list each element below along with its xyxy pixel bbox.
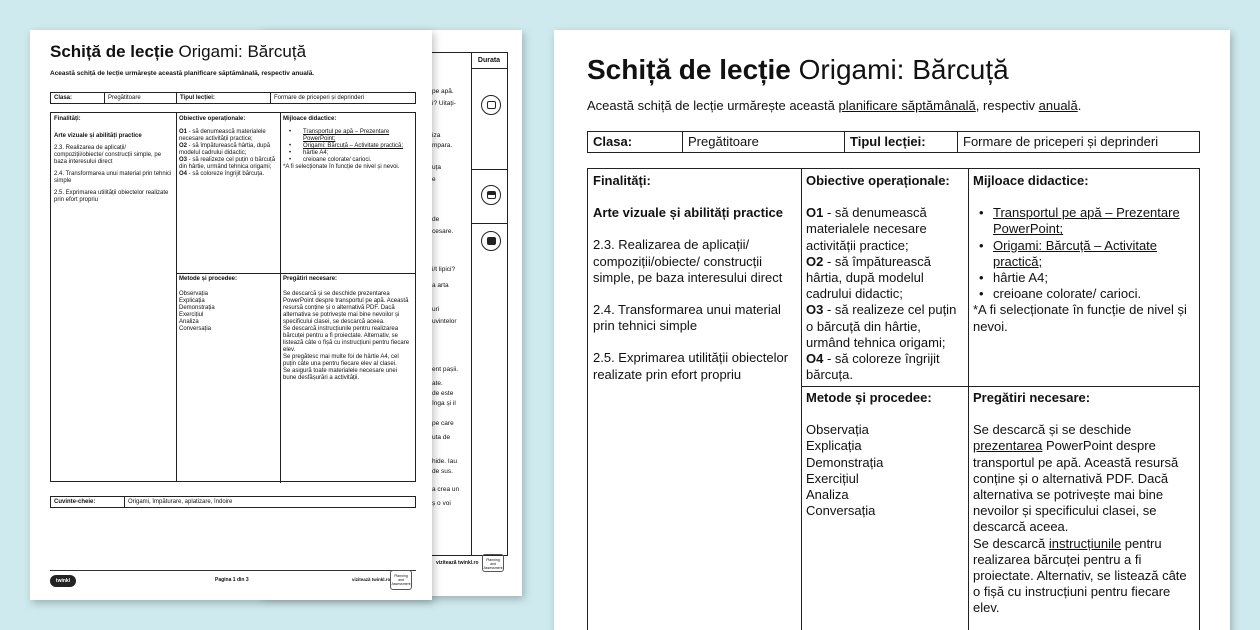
zoom-class-value: Pregătitoare bbox=[683, 132, 845, 152]
preparation-paragraph: Se pregătesc mai multe foi de hârtie A4, cel puțin câte una pentru fiecare elev al clasei. bbox=[283, 354, 399, 367]
means-item: • creioane colorate/ carioci. bbox=[283, 157, 412, 164]
annual-plan-link[interactable]: anuală bbox=[1038, 98, 1078, 113]
zoom-means-column bbox=[968, 169, 1199, 339]
title-bold: Schiță de lecție bbox=[50, 42, 174, 61]
zoom-objectives-column bbox=[801, 169, 968, 387]
difficulty-low-icon bbox=[481, 95, 501, 115]
twinkl-logo: twinkl bbox=[50, 575, 76, 587]
zoom-finalitate-item: 2.4. Transformarea unui material prin tehnici simple bbox=[593, 302, 781, 334]
zoom-objective-item: O2 - să împăturească hârtia, după modelul cadrului didactic; bbox=[806, 253, 931, 302]
zoom-finalitati-column bbox=[588, 169, 801, 387]
zoom-title-rest: Origami: Bărcuță bbox=[798, 54, 1009, 85]
method-item: Exercițiul bbox=[179, 312, 204, 318]
means-column bbox=[280, 113, 415, 174]
front-document-page bbox=[30, 30, 432, 600]
objective-item: O2 - să împăturească hârtia, după modelul cadrului didactic; bbox=[179, 143, 271, 156]
zoom-methods-header: Metode și procedee: bbox=[806, 390, 932, 405]
back-fragment: a crea un bbox=[432, 486, 460, 493]
method-item: Conversația bbox=[179, 326, 212, 332]
preparations-column bbox=[280, 273, 415, 385]
difficulty-medium-icon bbox=[481, 185, 501, 205]
means-note: *A fi selecționate în funcție de nivel și nevoi. bbox=[283, 164, 400, 170]
zoom-type-value: Formare de priceperi și deprinderi bbox=[963, 134, 1159, 149]
back-fragment: uri bbox=[432, 306, 440, 313]
finalitate-item: 2.5. Exprimarea utilității obiectelor realizate prin efort propriu bbox=[54, 190, 169, 203]
keywords-label: Cuvinte-cheie: bbox=[51, 497, 125, 507]
duration-header: Durata bbox=[471, 53, 507, 69]
zoom-class-row bbox=[587, 131, 1200, 153]
keywords-value: Origami, împăturare, aplatizare, îndoire bbox=[128, 499, 233, 505]
subtitle-mid: , respectiv bbox=[975, 98, 1039, 113]
zoom-finalitate-item: 2.3. Realizarea de aplicații/ compoziții/obiecte/ construcții simple, pe baza interesului direct bbox=[593, 237, 783, 285]
objectives-header: Obiective operaționale: bbox=[179, 116, 246, 122]
footer-badge: Planning and Assessment bbox=[390, 570, 412, 590]
zoom-preparations-header: Pregătiri necesare: bbox=[973, 390, 1091, 405]
zoom-means-item[interactable]: • Transportul pe apă – Prezentare PowerPoint; bbox=[973, 205, 1194, 237]
method-item: Explicația bbox=[179, 298, 205, 304]
difficulty-high-icon bbox=[481, 231, 501, 251]
objectives-column bbox=[176, 113, 280, 181]
back-fragment: ent pașii. bbox=[432, 366, 459, 373]
back-fragment: cesare. bbox=[432, 228, 454, 235]
finalitati-column bbox=[51, 113, 176, 207]
means-item[interactable]: • Origami: Bărcuță – Activitate practică; bbox=[283, 143, 412, 150]
keywords-row bbox=[50, 496, 416, 508]
class-row bbox=[50, 92, 416, 104]
zoom-finalitate-item: 2.5. Exprimarea utilității obiectelor realizate prin efort propriu bbox=[593, 350, 789, 382]
back-fragment: de sus. bbox=[432, 468, 453, 475]
zoom-method-item: Exercițiul bbox=[806, 470, 859, 486]
back-fragment: iza bbox=[432, 132, 441, 139]
zoom-method-item: Observația bbox=[806, 422, 869, 438]
back-fragment: de este bbox=[432, 390, 454, 397]
preparation-paragraph: Se descarcă instrucțiunile pentru realizarea bărcuței pentru a fi proiectate. Alternativ, se listează câte o fișă cu instrucțiuni pentru fiecare elev. bbox=[283, 326, 410, 353]
zoom-means-item: • creioane colorate/ carioci. bbox=[973, 286, 1194, 302]
method-item: Observația bbox=[179, 291, 209, 297]
zoom-methods-column bbox=[801, 386, 968, 523]
back-fragment: a arta bbox=[432, 282, 449, 289]
arts-header: Arte vizuale și abilități practice bbox=[54, 133, 142, 139]
zoom-class-label: Clasa: bbox=[588, 132, 683, 152]
zoom-method-item: Explicația bbox=[806, 438, 862, 454]
subtitle-end: . bbox=[1077, 98, 1082, 113]
footer-site: vizitează twinkl.ro bbox=[352, 577, 391, 582]
methods-header: Metode și procedee: bbox=[179, 276, 238, 282]
back-fragment: ate. bbox=[432, 380, 443, 387]
means-header: Mijloace didactice: bbox=[283, 116, 337, 122]
zoom-means-header: Mijloace didactice: bbox=[973, 173, 1089, 188]
zoom-subtitle bbox=[587, 98, 1081, 113]
finalitate-item: 2.4. Transformarea unui material prin tehnici simple bbox=[54, 171, 172, 184]
back-footer-badge: Planning and Assessment bbox=[482, 554, 504, 572]
back-fragment: uța bbox=[432, 164, 442, 171]
zoom-lesson-table bbox=[587, 168, 1200, 630]
page-number: Pagina 1 din 3 bbox=[215, 577, 249, 583]
zoom-arts-header: Arte vizuale și abilități practice bbox=[593, 205, 784, 221]
zoom-prep-paragraph-1: Se descarcă și se deschide prezentarea PowerPoint despre transportul pe apă. Această resursă conține și o alternativă PDF. Dacă alternativa se potrivește mai bine nevoilor și specificului clasei, se descarcă aceea. bbox=[973, 422, 1179, 535]
lesson-table bbox=[50, 112, 416, 482]
objective-item: O3 - să realizeze cel puțin o bărcuță din hârtie, urmând tehnica origami; bbox=[179, 157, 276, 170]
zoom-prep-paragraph-2: Se descarcă instrucțiunile pentru realizarea bărcuței pentru a fi proiectate. Alternativ, se listează câte o fișă cu instrucțiuni pentru fiecare elev. bbox=[973, 535, 1187, 616]
zoom-method-item: Demonstrația bbox=[806, 454, 884, 470]
back-fragment: ș o voi bbox=[432, 500, 451, 507]
preparation-paragraph: Se descarcă și se deschide prezentarea PowerPoint despre transportul pe apă. Această resursă conține și o alternativă PDF. Dacă alternativa se potrivește mai bine nevoilor și specificului clasei, se descarcă aceea. bbox=[283, 291, 409, 325]
title-rest: Origami: Bărcuță bbox=[178, 42, 307, 61]
zoom-title-bold: Schiță de lecție bbox=[587, 54, 791, 85]
objective-item: O4 - să coloreze îngrijit bărcuța. bbox=[179, 171, 265, 177]
back-fragment: înga și il bbox=[432, 400, 456, 407]
preparation-paragraph: Se asigură toate materialele necesare unei bune desfășurări a activității. bbox=[283, 368, 398, 381]
means-item[interactable]: • Transportul pe apă – Prezentare PowerPoint; bbox=[283, 129, 412, 143]
objective-item: O1 - să denumească materialele necesare activității practice; bbox=[179, 129, 266, 142]
zoom-means-item[interactable]: • Origami: Bărcuță – Activitate practică; bbox=[973, 238, 1194, 270]
back-fragment: mpara. bbox=[432, 142, 453, 149]
zoomed-document-page bbox=[554, 30, 1230, 630]
back-fragment: i? Uitați- bbox=[432, 100, 456, 107]
method-item: Demonstrația bbox=[179, 305, 215, 311]
back-fragment: pe apă. bbox=[432, 88, 454, 95]
zoom-objective-item: O4 - să coloreze îngrijit bărcuța. bbox=[806, 351, 940, 383]
zoom-means-note: *A fi selecționate în funcție de nivel și nevoi. bbox=[973, 302, 1187, 334]
zoom-objective-item: O3 - să realizeze cel puțin o bărcuță din hârtie, urmând tehnica origami; bbox=[806, 302, 957, 350]
zoom-finalitati-header: Finalități: bbox=[593, 173, 651, 188]
zoom-method-item: Analiza bbox=[806, 487, 849, 503]
zoom-preparations-column bbox=[968, 386, 1199, 621]
back-fragment: uvintelor bbox=[432, 318, 457, 325]
zoom-method-item: Conversația bbox=[806, 503, 876, 519]
back-fragment: uta de bbox=[432, 434, 451, 441]
methods-column bbox=[176, 273, 280, 336]
duration-table bbox=[430, 52, 508, 556]
preparations-header: Pregătiri necesare: bbox=[283, 276, 338, 282]
weekly-plan-link[interactable]: planificare săptămânală bbox=[838, 98, 976, 113]
back-fragment: pe care bbox=[432, 420, 454, 427]
finalitati-header: Finalități: bbox=[54, 116, 81, 122]
page-subtitle: Această schiță de lecție urmărește această planificare săptămânală, respectiv anuală. bbox=[50, 70, 315, 77]
type-label: Tipul lecției: bbox=[177, 93, 271, 103]
back-fragment: de bbox=[432, 216, 440, 223]
zoom-objectives-header: Obiective operaționale: bbox=[806, 173, 950, 188]
finalitate-item: 2.3. Realizarea de aplicații/ compoziții/obiecte/ construcții simple, pe baza interesului direct bbox=[54, 145, 162, 165]
page-title bbox=[50, 42, 306, 62]
zoom-page-title bbox=[587, 54, 1009, 86]
presentation-link[interactable]: prezentarea bbox=[973, 438, 1043, 454]
method-item: Analiza bbox=[179, 319, 199, 325]
means-item: • hârtie A4; bbox=[283, 150, 412, 157]
subtitle-text: Această schiță de lecție urmărește această bbox=[587, 98, 839, 113]
type-value: Formare de priceperi și deprinderi bbox=[274, 95, 365, 101]
zoom-objective-item: O1 - să denumească materialele necesare activității practice; bbox=[806, 205, 927, 253]
back-fragment: e bbox=[432, 176, 436, 183]
back-fragment: i/t lipici? bbox=[432, 266, 456, 273]
instructions-link[interactable]: instrucțiunile bbox=[1048, 535, 1122, 551]
class-label: Clasa: bbox=[51, 93, 105, 103]
zoom-type-label: Tipul lecției: bbox=[845, 132, 958, 152]
back-footer-site: vizitează twinkl.ro bbox=[436, 560, 479, 566]
zoom-means-item: • hârtie A4; bbox=[973, 270, 1194, 286]
class-value: Pregătitoare bbox=[105, 93, 177, 103]
back-fragment: hide. Iau bbox=[432, 458, 457, 465]
